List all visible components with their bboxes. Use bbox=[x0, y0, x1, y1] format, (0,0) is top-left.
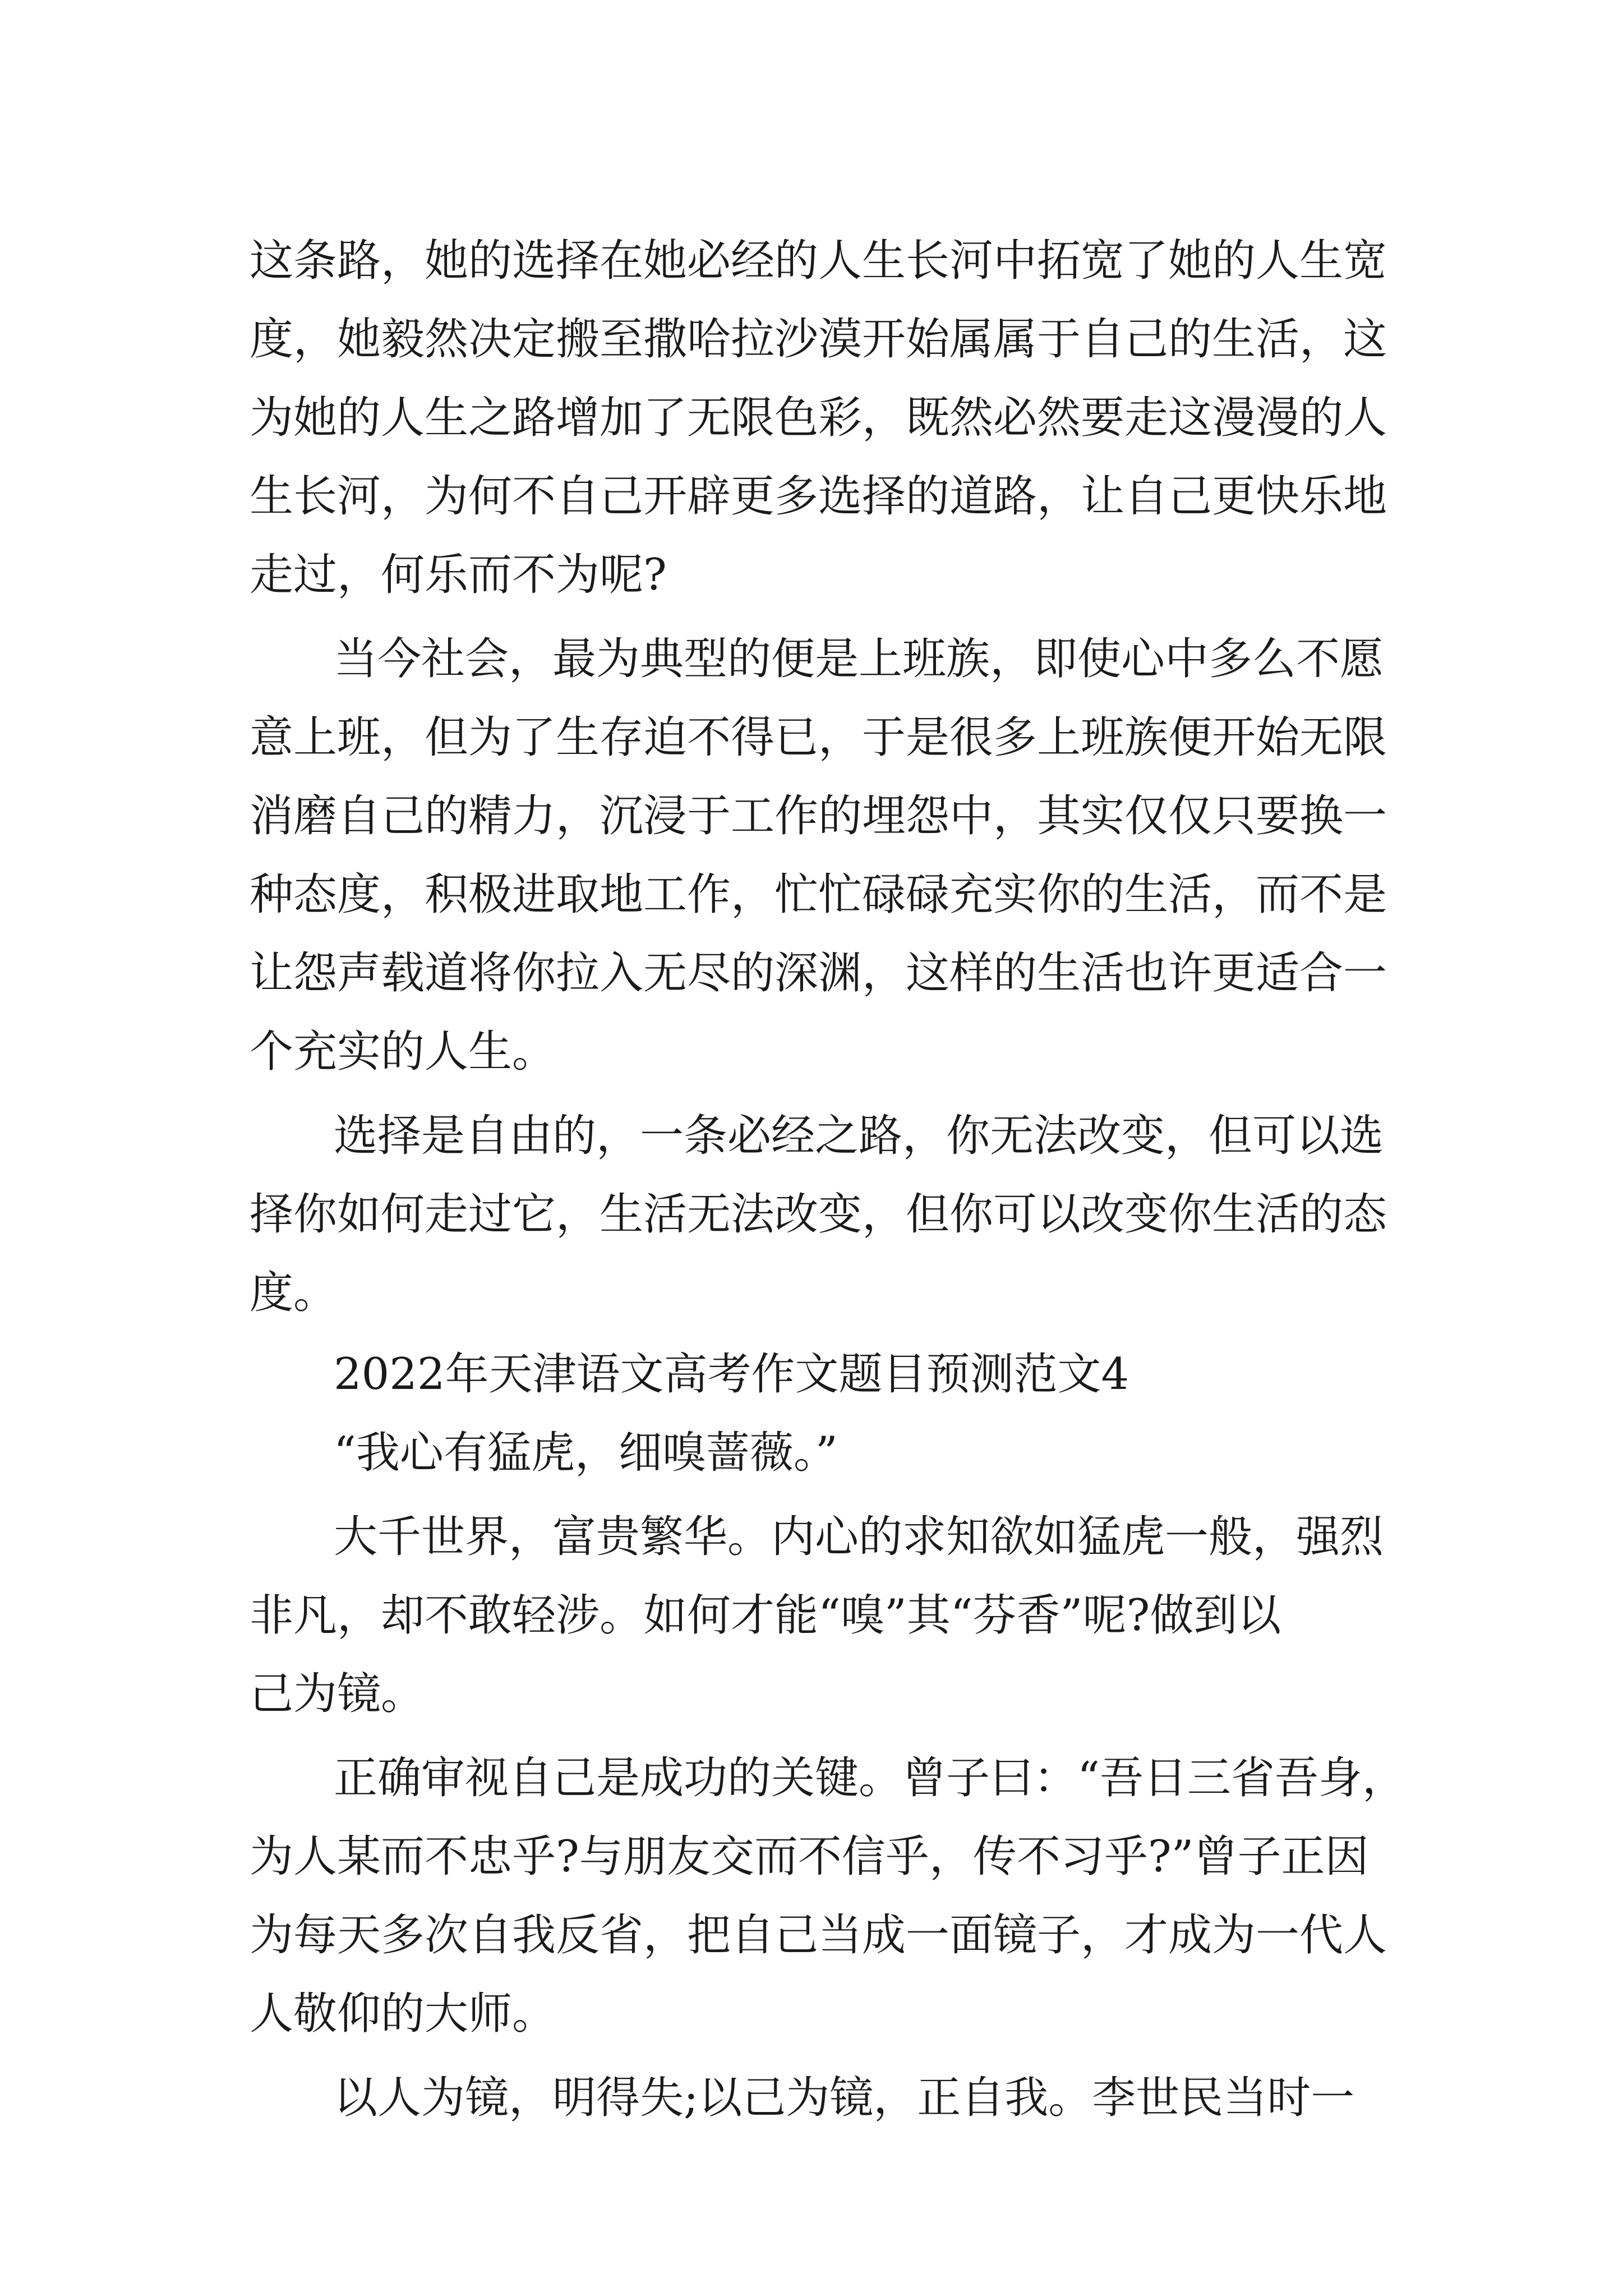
text-line: 正确审视自己是成功的关键。曾子曰：“吾日三省吾身， bbox=[334, 1753, 1406, 1803]
text-line: 度。 bbox=[250, 1268, 338, 1318]
text-line: 这条路，她的选择在她必经的人生长河中拓宽了她的人生宽 bbox=[250, 236, 1387, 286]
text-line: 让怨声载道将你拉入无尽的深渊，这样的生活也许更适合一 bbox=[250, 948, 1387, 999]
text-line: 人敬仰的大师。 bbox=[250, 1989, 556, 2039]
text-line: 以人为镜，明得失;以己为镜，正自我。李世民当时一 bbox=[334, 2073, 1355, 2123]
text-line: 为每天多次自我反省，把自己当成一面镜子，才成为一代人 bbox=[250, 1910, 1387, 1961]
text-line: 为她的人生之路增加了无限色彩，既然必然要走这漫漫的人 bbox=[250, 393, 1387, 443]
text-line: 生长河，为何不自己开辟更多选择的道路，让自己更快乐地 bbox=[250, 471, 1387, 522]
text-line: 大千世界，富贵繁华。内心的求知欲如猛虎一般，强烈 bbox=[334, 1512, 1384, 1562]
text-line: 消磨自己的精力，沉浸于工作的埋怨中，其实仅仅只要换一 bbox=[250, 791, 1387, 841]
text-line: 非凡，却不敢轻涉。如何才能“嗅”其“芬香”呢?做到以 bbox=[250, 1590, 1281, 1641]
text-line: 选择是自由的，一条必经之路，你无法改变，但可以选 bbox=[334, 1111, 1384, 1161]
text-line: 种态度，积极进取地工作，忙忙碌碌充实你的生活，而不是 bbox=[250, 869, 1387, 920]
quote-line: “我心有猛虎，细嗅蔷薇。” bbox=[334, 1428, 838, 1478]
text-line: 己为镜。 bbox=[250, 1669, 425, 1719]
text-line: 走过，何乐而不为呢? bbox=[250, 550, 667, 600]
section-heading: 2022年天津语文高考作文题目预测范文4 bbox=[334, 1349, 1129, 1400]
text-line: 度，她毅然决定搬至撒哈拉沙漠开始属属于自己的生活，这 bbox=[250, 314, 1387, 365]
text-line: 择你如何走过它，生活无法改变，但你可以改变你生活的态 bbox=[250, 1189, 1387, 1240]
text-line: 当今社会，最为典型的便是上班族，即使心中多么不愿 bbox=[334, 634, 1384, 684]
text-line: 意上班，但为了生存迫不得已，于是很多上班族便开始无限 bbox=[250, 712, 1387, 763]
text-line: 为人某而不忠乎?与朋友交而不信乎，传不习乎?”曾子正因 bbox=[250, 1832, 1369, 1882]
text-line: 个充实的人生。 bbox=[250, 1027, 556, 1077]
